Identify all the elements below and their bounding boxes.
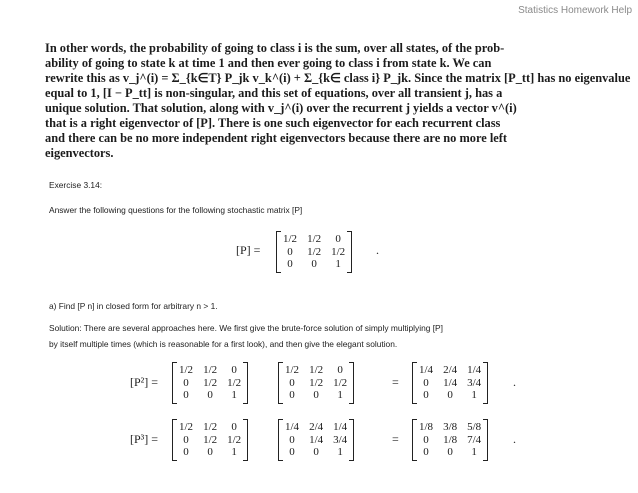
matrix-cell: 1/8 (419, 421, 434, 433)
text-paragraph (45, 41, 631, 161)
paragraph-line: unique solution. That solution, along with v_j^(i) over the recurrent j yields a vector v^(i) (45, 101, 517, 115)
matrix-cell: 1/4 (285, 421, 300, 433)
matrix-p-label: [P] = (236, 243, 261, 257)
paragraph-line: eigenvectors. (45, 146, 114, 160)
eq-p2-matrix-1 (172, 364, 248, 402)
matrix-cell: 3/4 (467, 376, 482, 389)
matrix-cell: 1/4 (443, 376, 458, 389)
matrix-cell: 1/2 (179, 364, 194, 376)
matrix-cell: 1 (337, 446, 343, 458)
matrix-cell: 1 (231, 446, 237, 458)
matrix-cell: 0 (423, 376, 429, 389)
matrix-cell: 1 (471, 446, 477, 458)
solution-line-2: by itself multiple times (which is reasonable for a first look), and then give the elegant solution. (49, 339, 398, 349)
eq-p3-equals: = (392, 432, 399, 446)
matrix-cell: 3/4 (333, 433, 348, 446)
matrix-cell: 1/2 (283, 233, 298, 245)
matrix-cell: 1 (231, 389, 237, 401)
matrix-cell: 0 (183, 446, 189, 458)
matrix-cell: 1/2 (203, 421, 218, 433)
matrix-cell: 1/2 (203, 433, 218, 446)
matrix-cell: 0 (287, 245, 293, 258)
matrix-cell: 0 (289, 376, 295, 389)
eq-p3-end: . (513, 432, 516, 446)
matrix-cell: 0 (423, 446, 429, 458)
matrix-cell: 1/2 (227, 433, 242, 446)
eq-p3-matrix-1 (172, 421, 248, 459)
matrix-cell: 1/4 (467, 364, 482, 376)
matrix-cell: 1/2 (309, 376, 324, 389)
matrix-cell: 0 (207, 389, 213, 401)
matrix-cell: 1/2 (227, 376, 242, 389)
matrix-cell: 5/8 (467, 421, 482, 433)
matrix-cell: 1/2 (179, 421, 194, 433)
page-header-title: Statistics Homework Help (518, 5, 632, 16)
matrix-cell: 0 (289, 433, 295, 446)
matrix-cell: 1 (335, 258, 341, 270)
solution-line-1: Solution: There are several approaches here. We first give the brute-force solution of simply multiplying [P] (49, 323, 443, 333)
matrix-cell: 0 (337, 364, 343, 376)
matrix-cell: 1/2 (309, 364, 324, 376)
eq-p2-label: [P²] = (130, 375, 159, 389)
paragraph-line: ability of going to state k at time 1 and then ever going to class i from state k. We can (45, 56, 492, 70)
matrix-cell: 0 (207, 446, 213, 458)
matrix-cell: 0 (183, 433, 189, 446)
eq-p2-equals: = (392, 375, 399, 389)
matrix-cell: 0 (287, 258, 293, 270)
matrix-cell: 0 (423, 389, 429, 401)
matrix-p-end: . (376, 243, 379, 257)
matrix-cell: 0 (311, 258, 317, 270)
matrix-cell: 1/2 (331, 245, 346, 258)
eq-p2-matrix-2 (278, 364, 354, 402)
paragraph-line: In other words, the probability of going to class i is the sum, over all states, of the prob- (45, 41, 505, 55)
paragraph-line: that is a right eigenvector of [P]. There is one such eigenvector for each recurrent class (45, 116, 501, 130)
matrix-cell: 1/2 (333, 376, 348, 389)
matrix-cell: 0 (423, 433, 429, 446)
matrix-cell: 2/4 (443, 364, 458, 376)
matrix-cell: 1 (337, 389, 343, 401)
exercise-title: Exercise 3.14: (49, 180, 103, 190)
matrix-cell: 7/4 (467, 433, 482, 446)
matrix-cell: 3/8 (443, 421, 458, 433)
matrix-cell: 0 (289, 446, 295, 458)
matrix-cell: 0 (289, 389, 295, 401)
matrix-cell: 0 (231, 421, 237, 433)
matrix-cell: 1/2 (307, 233, 322, 245)
eq-p3-label: [P³] = (130, 432, 159, 446)
eq-p3-matrix-2 (278, 421, 354, 459)
question-a: a) Find [P n] in closed form for arbitrary n > 1. (49, 301, 218, 311)
paragraph-line: rewrite this as v_j^(i) = Σ_{k∈T} P_jk v_k^(i) + Σ_{k∈ class i} P_jk. Since the matrix [P_tt] has no eigenvalue (45, 71, 631, 85)
matrix-cell: 1 (471, 389, 477, 401)
matrix-cell: 2/4 (309, 421, 324, 433)
paragraph-line: and there can be no more independent right eigenvectors because there are no more left (45, 131, 508, 145)
matrix-cell: 0 (447, 446, 453, 458)
matrix-cell: 1/2 (307, 245, 322, 258)
matrix-cell: 1/4 (309, 433, 324, 446)
matrix-cell: 0 (231, 364, 237, 376)
matrix-cell: 0 (313, 389, 319, 401)
matrix-cell: 0 (313, 446, 319, 458)
matrix-cell: 1/2 (203, 364, 218, 376)
exercise-prompt: Answer the following questions for the following stochastic matrix [P] (49, 205, 303, 215)
matrix-cell: 0 (183, 389, 189, 401)
matrix-cell: 1/2 (203, 376, 218, 389)
matrix-cell: 0 (335, 233, 341, 245)
matrix-p (276, 233, 352, 271)
matrix-cell: 1/2 (285, 364, 300, 376)
eq-p2-end: . (513, 375, 516, 389)
matrix-cell: 1/4 (333, 421, 348, 433)
matrix-cell: 0 (447, 389, 453, 401)
matrix-cell: 1/8 (443, 433, 458, 446)
matrix-cell: 1/4 (419, 364, 434, 376)
paragraph-line: equal to 1, [I − P_tt] is non-singular, and this set of equations, over all transient j, has a (45, 86, 503, 100)
matrix-cell: 0 (183, 376, 189, 389)
eq-p2-matrix-result (412, 364, 488, 402)
eq-p3-matrix-result (412, 421, 488, 459)
